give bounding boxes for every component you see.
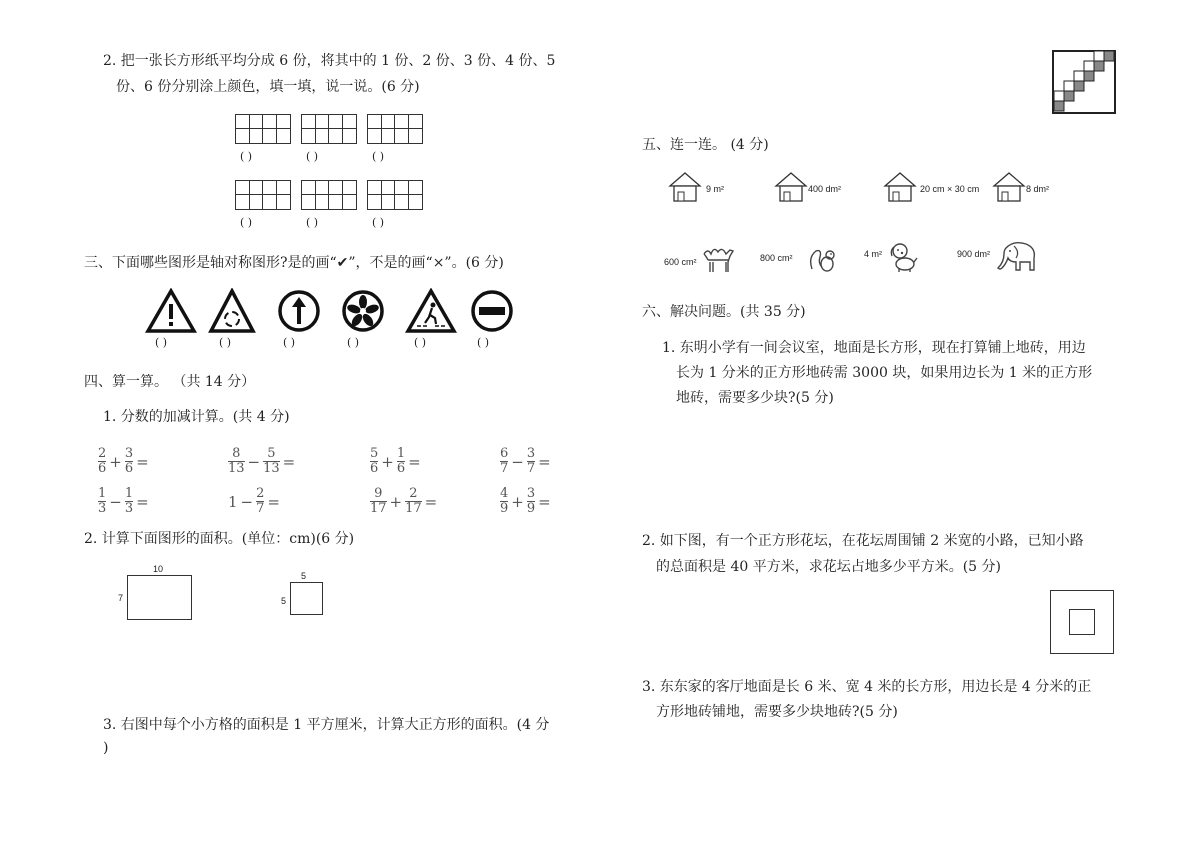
- rectangle-shape: [127, 575, 192, 620]
- problem-1-line3: 地砖，需要多少块?(5 分): [676, 390, 834, 406]
- section-6-title: 六、解决问题。(共 35 分): [642, 304, 806, 320]
- fraction-expression-4: $\frac{6}{7}$ − $\frac{3}{7}$ =: [500, 446, 551, 476]
- rect-grid-6: [367, 180, 423, 210]
- puppy-icon: [886, 240, 920, 274]
- section-3-title: 三、下面哪些图形是轴对称图形?是的画“✔”，不是的画“×”。(6 分): [84, 255, 504, 271]
- sub2-title: 2. 计算下面图形的面积。(单位：cm)(6 分): [84, 531, 355, 547]
- animal-label-3[interactable]: 4 m²: [864, 249, 882, 259]
- camel-icon: [700, 240, 736, 276]
- section-4-title: 四、算一算。 （共 14 分）: [84, 374, 256, 390]
- answer-blank[interactable]: ( ): [155, 336, 168, 349]
- recycle-sign-icon: [208, 288, 256, 334]
- rect-grid-1: [235, 114, 291, 144]
- bauhinia-sign-icon: [341, 289, 385, 333]
- answer-blank[interactable]: ( ): [372, 150, 385, 163]
- warning-sign-icon: [145, 288, 197, 334]
- answer-blank[interactable]: ( ): [372, 216, 385, 229]
- animal-label-1[interactable]: 600 cm²: [664, 257, 697, 267]
- answer-blank[interactable]: ( ): [306, 216, 319, 229]
- house-label-2[interactable]: 400 dm²: [808, 184, 842, 194]
- no-entry-sign-icon: [470, 289, 514, 333]
- answer-blank[interactable]: ( ): [219, 336, 232, 349]
- house-label-4[interactable]: 8 dm²: [1026, 184, 1050, 194]
- fraction-expression-1: $\frac{2}{6}$ + $\frac{3}{6}$ =: [98, 446, 149, 476]
- house-icon: [668, 171, 702, 203]
- fraction-expression-7: $\frac{9}{17}$ + $\frac{2}{17}$ =: [370, 486, 438, 516]
- section-5-title: 五、连一连。 (4 分): [642, 137, 769, 153]
- square-width-label: 5: [301, 571, 307, 581]
- rect-height-label: 7: [118, 593, 124, 603]
- answer-blank[interactable]: ( ): [240, 216, 253, 229]
- fraction-expression-3: $\frac{5}{6}$ + $\frac{1}{6}$ =: [370, 446, 421, 476]
- house-label-1[interactable]: 9 m²: [706, 184, 724, 194]
- pedestrian-crossing-sign-icon: [405, 288, 457, 334]
- answer-blank[interactable]: ( ): [306, 150, 319, 163]
- animal-label-2[interactable]: 800 cm²: [760, 253, 793, 263]
- fraction-expression-8: $\frac{4}{9}$ + $\frac{3}{9}$ =: [500, 486, 551, 516]
- fraction-expression-2: $\frac{8}{13}$ − $\frac{5}{13}$ =: [228, 446, 296, 476]
- answer-blank[interactable]: ( ): [240, 150, 253, 163]
- path-outer-square: [1050, 590, 1114, 654]
- answer-blank[interactable]: ( ): [347, 336, 360, 349]
- square-shape: [290, 582, 323, 615]
- sub3-line2: ): [103, 740, 109, 756]
- house-icon: [992, 171, 1026, 203]
- animal-label-4[interactable]: 900 dm²: [957, 249, 991, 259]
- house-icon: [883, 171, 917, 203]
- q2-line1: 2. 把一张长方形纸平均分成 6 份，将其中的 1 份、2 份、3 份、4 份、5: [103, 53, 556, 69]
- fraction-expression-5: $\frac{1}{3}$ − $\frac{1}{3}$ =: [98, 486, 149, 516]
- rect-grid-5: [301, 180, 357, 210]
- flower-bed-square: [1069, 609, 1095, 635]
- rect-grid-2: [301, 114, 357, 144]
- squirrel-icon: [806, 243, 838, 275]
- answer-blank[interactable]: ( ): [414, 336, 427, 349]
- rect-grid-3: [367, 114, 423, 144]
- sub1-title: 1. 分数的加减计算。(共 4 分): [103, 409, 290, 425]
- answer-blank[interactable]: ( ): [283, 336, 296, 349]
- problem-2-line2: 的总面积是 40 平方米，求花坛占地多少平方米。(5 分): [656, 559, 1001, 575]
- problem-3-line1: 3. 东东家的客厅地面是长 6 米、宽 4 米的长方形，用边长是 4 分米的正: [642, 679, 1092, 695]
- problem-1-line2: 长为 1 分米的正方形地砖需 3000 块，如果用边长为 1 米的正方形: [676, 365, 1093, 381]
- problem-2-line1: 2. 如下图，有一个正方形花坛，在花坛周围铺 2 米宽的小路，已知小路: [642, 533, 1084, 549]
- problem-1-line1: 1. 东明小学有一间会议室，地面是长方形，现在打算铺上地砖，用边: [662, 340, 1086, 356]
- q2-line2: 份、6 份分别涂上颜色，填一填，说一说。(6 分): [116, 79, 420, 95]
- rect-grid-4: [235, 180, 291, 210]
- fraction-expression-6: 1 − $\frac{2}{7}$ =: [228, 486, 280, 516]
- staircase-grid-icon: [1052, 50, 1116, 114]
- house-icon: [774, 171, 808, 203]
- house-label-3[interactable]: 20 cm × 30 cm: [920, 184, 980, 194]
- sub3-line1: 3. 右图中每个小方格的面积是 1 平方厘米，计算大正方形的面积。(4 分: [103, 717, 550, 733]
- rect-width-label: 10: [153, 564, 164, 574]
- square-height-label: 5: [281, 596, 287, 606]
- problem-3-line2: 方形地砖铺地，需要多少块地砖?(5 分): [656, 704, 898, 720]
- answer-blank[interactable]: ( ): [477, 336, 490, 349]
- up-arrow-sign-icon: [277, 289, 321, 333]
- elephant-icon: [994, 238, 1038, 276]
